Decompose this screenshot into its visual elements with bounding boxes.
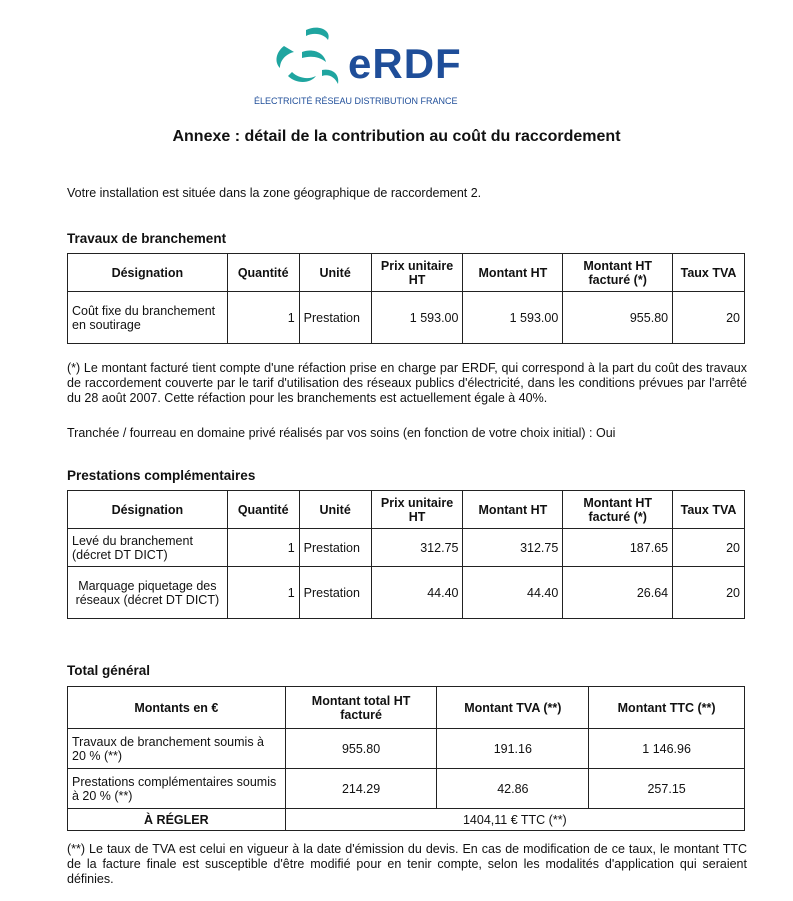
erdf-logo xyxy=(254,18,482,110)
cell-taux-tva: 20 xyxy=(673,529,745,567)
cell-tva: 191.16 xyxy=(437,729,589,769)
header-cell: Unité xyxy=(299,254,371,292)
page-title: Annexe : détail de la contribution au coût du raccordement xyxy=(172,128,621,145)
cell-tva: 42.86 xyxy=(437,769,589,809)
header-cell: Unité xyxy=(299,491,371,529)
tranchee-text: Tranchée / fourreau en domaine privé réalisés par vos soins (en fonction de votre choix initial) : Oui xyxy=(67,426,616,440)
header-cell: Désignation xyxy=(68,491,228,529)
section-total-heading: Total général xyxy=(67,663,151,678)
cell-prix-unitaire: 44.40 xyxy=(371,567,463,619)
regler-label: À RÉGLER xyxy=(68,809,286,831)
header-cell: Quantité xyxy=(227,491,299,529)
header-cell: Prix unitaire HT xyxy=(371,254,463,292)
header-cell: Quantité xyxy=(227,254,299,292)
cell-montant-ht: 1 593.00 xyxy=(463,292,563,344)
logo-wordmark: eRDF xyxy=(348,40,462,87)
cell-taux-tva: 20 xyxy=(673,567,745,619)
table-row xyxy=(68,292,745,344)
cell-unite: Prestation xyxy=(299,529,371,567)
header-cell: Prix unitaire HT xyxy=(371,491,463,529)
regler-value: 1404,11 € TTC (**) xyxy=(285,809,744,831)
header-cell: Montant TTC (**) xyxy=(589,687,745,729)
logo-subtitle: ÉLECTRICITÉ RÉSEAU DISTRIBUTION FRANCE xyxy=(254,96,458,106)
cell-designation: Travaux de branchement soumis à 20 % (**) xyxy=(68,729,286,769)
table-row xyxy=(68,529,745,567)
cell-montant-ht: 312.75 xyxy=(463,529,563,567)
header-cell: Montant total HT facturé xyxy=(285,687,437,729)
cell-designation: Marquage piquetage des réseaux (décret DT DICT) xyxy=(68,567,228,619)
table-row xyxy=(68,567,745,619)
note-refaction: (*) Le montant facturé tient compte d'une réfaction prise en charge par ERDF, qui correspond à la part du coût des travaux de raccordement couverte par le tarif d'utilisation des réseaux publics d'électricité, dans les conditions prévues par l'arrêté du 28 août 2007. Cette réfaction pour les branchements est actuellement égale à 40%. xyxy=(67,361,747,405)
cell-ttc: 257.15 xyxy=(589,769,745,809)
header-cell: Montants en € xyxy=(68,687,286,729)
erdf-swirl-icon xyxy=(266,22,350,94)
header-cell: Montant HT facturé (*) xyxy=(563,491,673,529)
header-cell: Désignation xyxy=(68,254,228,292)
total-table xyxy=(67,686,745,831)
cell-ttc: 1 146.96 xyxy=(589,729,745,769)
cell-total-ht: 214.29 xyxy=(285,769,437,809)
prestations-table xyxy=(67,490,745,619)
table-header-row xyxy=(68,687,745,729)
cell-unite: Prestation xyxy=(299,292,371,344)
note-tva: (**) Le taux de TVA est celui en vigueur à la date d'émission du devis. En cas de modification de ce taux, le montant TTC de la facture finale est susceptible d'être modifié pour en tenir compte, selon les modalités d'application qui seraient définies. xyxy=(67,842,747,886)
section-travaux-heading: Travaux de branchement xyxy=(67,231,227,246)
section-prestations-heading: Prestations complémentaires xyxy=(67,468,256,483)
table-row xyxy=(68,729,745,769)
cell-quantite: 1 xyxy=(227,567,299,619)
cell-prix-unitaire: 312.75 xyxy=(371,529,463,567)
table-header-row xyxy=(68,254,745,292)
header-cell: Montant TVA (**) xyxy=(437,687,589,729)
header-cell: Taux TVA xyxy=(673,491,745,529)
total-regler-row xyxy=(68,809,745,831)
cell-total-ht: 955.80 xyxy=(285,729,437,769)
cell-designation: Prestations complémentaires soumis à 20 % (**) xyxy=(68,769,286,809)
header-cell: Montant HT xyxy=(463,254,563,292)
cell-unite: Prestation xyxy=(299,567,371,619)
cell-designation: Levé du branchement (décret DT DICT) xyxy=(68,529,228,567)
cell-prix-unitaire: 1 593.00 xyxy=(371,292,463,344)
header-cell: Taux TVA xyxy=(673,254,745,292)
table-row xyxy=(68,769,745,809)
cell-montant-facture: 187.65 xyxy=(563,529,673,567)
cell-montant-facture: 26.64 xyxy=(563,567,673,619)
header-cell: Montant HT facturé (*) xyxy=(563,254,673,292)
table-header-row xyxy=(68,491,745,529)
cell-designation: Coût fixe du branchement en soutirage xyxy=(68,292,228,344)
cell-quantite: 1 xyxy=(227,292,299,344)
cell-montant-facture: 955.80 xyxy=(563,292,673,344)
cell-quantite: 1 xyxy=(227,529,299,567)
header-cell: Montant HT xyxy=(463,491,563,529)
cell-montant-ht: 44.40 xyxy=(463,567,563,619)
intro-text: Votre installation est située dans la zone géographique de raccordement 2. xyxy=(67,186,482,200)
cell-taux-tva: 20 xyxy=(673,292,745,344)
travaux-table xyxy=(67,253,745,344)
